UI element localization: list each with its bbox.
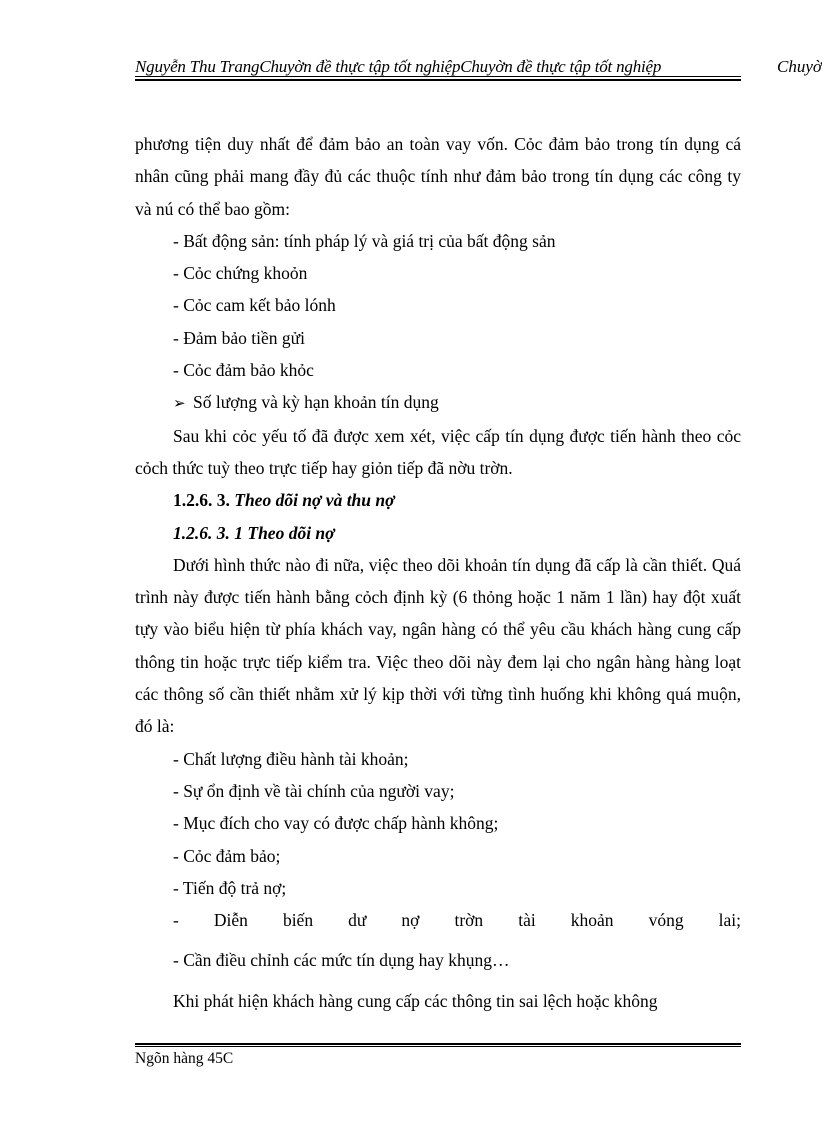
document-body xyxy=(135,128,741,1017)
spacer xyxy=(135,936,741,944)
list1-item: - Cỏc chứng khoỏn xyxy=(173,263,308,284)
header-rule xyxy=(135,76,741,77)
subsection-heading-text: 1.2.6. 3. 1 Theo dõi nợ xyxy=(173,522,335,543)
list2-item: - Mục đích cho vay có được chấp hành không; xyxy=(173,813,499,834)
list2-item-justified: - Diễn biến dư nợ trờn tài khoản vóng lai; xyxy=(173,910,741,931)
bullet-heading-text: Số lượng và kỳ hạn khoản tín dụng xyxy=(193,392,439,413)
subsection-heading xyxy=(135,517,741,549)
spacer xyxy=(135,977,741,985)
paragraph-4: Khi phát hiện khách hàng cung cấp các thông tin sai lệch hoặc không xyxy=(173,990,658,1011)
header-rule-thick xyxy=(135,79,741,81)
list1-item: - Bất động sản: tính pháp lý và giá trị của bất động sản xyxy=(173,230,556,251)
list1-item: - Cỏc đảm bảo khỏc xyxy=(173,360,314,381)
paragraph-2: Sau khi cỏc yếu tố đã được xem xét, việc cấp tín dụng được tiến hành theo cỏc cỏch thức tuỳ theo trực tiếp hay giỏn tiếp đã nờu trờn. xyxy=(135,425,741,478)
header-right-fragment: Chuyờ xyxy=(777,57,822,76)
section-heading-number: 1.2.6. 3. xyxy=(173,490,230,511)
section-heading-title: Theo dõi nợ và thu nợ xyxy=(234,490,395,511)
paragraph-1: phương tiện duy nhất để đảm bảo an toàn vay vốn. Cỏc đảm bảo trong tín dụng cá nhân cũng phải mang đầy đủ các thuộc tính như đảm bảo trong tín dụng các công ty và nú có thể bao gồm: xyxy=(135,134,741,219)
footer-rule xyxy=(135,1046,741,1047)
page-footer: Ngõn hàng 45C xyxy=(135,1050,234,1067)
bullet-heading xyxy=(135,386,741,419)
section-heading xyxy=(135,484,741,516)
list1-item: - Cỏc cam kết bảo lónh xyxy=(173,295,336,316)
list2-item: - Chất lượng điều hành tài khoản; xyxy=(173,748,409,769)
arrow-bullet-icon: ➢ xyxy=(173,394,186,413)
footer-rule-thick xyxy=(135,1043,741,1045)
list2-item: - Sự ổn định về tài chính của người vay; xyxy=(173,780,455,801)
list2-item: - Tiến độ trả nợ; xyxy=(173,877,287,898)
list2-item: - Cỏc đảm bảo; xyxy=(173,845,281,866)
paragraph-3: Dưới hình thức nào đi nữa, việc theo dõi khoản tín dụng đã cấp là cần thiết. Quá trình này được tiến hành bằng cỏch định kỳ (6 thỏng hoặc 1 năm 1 lần) hay đột xuất tựy vào biểu hiện từ phía khách vay, ngân hàng có thể yêu cầu khách hàng cung cấp thông tin hoặc trực tiếp kiểm tra. Việc theo dõi này đem lại cho ngân hàng hàng loạt các thông số cần thiết nhằm xử lý kịp thời với từng tình huống khi không quá muộn, đó là: xyxy=(135,554,741,737)
list2-item-last: - Cần điều chỉnh các mức tín dụng hay khụng… xyxy=(173,950,510,971)
header-text: Nguyễn Thu TrangChuyờn đề thực tập tốt nghiệpChuyờn đề thực tập tốt nghiệp xyxy=(135,57,662,76)
list1-item: - Đảm bảo tiền gửi xyxy=(173,327,305,348)
